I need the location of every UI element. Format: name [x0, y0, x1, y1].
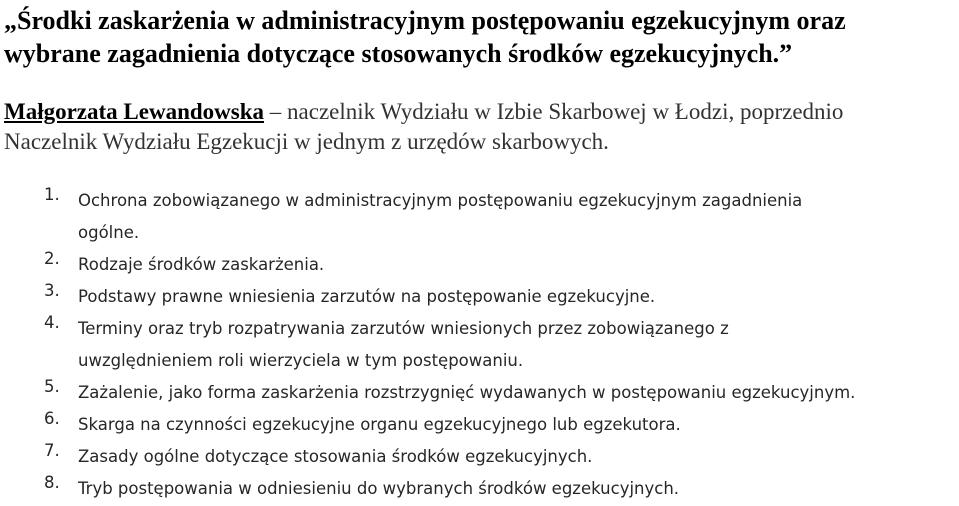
agenda-item-line: ogólne. [78, 223, 140, 242]
agenda-item-number: 1. [44, 185, 60, 204]
title-line-1: „Środki zaskarżenia w administracyjnym postępowaniu egzekucyjnym oraz [4, 6, 846, 35]
agenda-list [0, 185, 959, 505]
agenda-item-line: Podstawy prawne wniesienia zarzutów na postępowanie egzekucyjne. [78, 287, 656, 306]
agenda-item-line: Skarga na czynności egzekucyjne organu egzekucyjnego lub egzekutora. [78, 415, 681, 434]
document-title [4, 4, 959, 70]
agenda-item [0, 473, 959, 505]
agenda-item-number: 8. [44, 473, 60, 492]
title-line-2: wybrane zagadnienia dotyczące stosowanych środków egzekucyjnych.” [4, 39, 793, 68]
agenda-item-text [78, 281, 959, 313]
agenda-item-line: Zasady ogólne dotyczące stosowania środków egzekucyjnych. [78, 447, 593, 466]
agenda-item-text [78, 473, 959, 505]
agenda-item-line: Ochrona zobowiązanego w administracyjnym postępowaniu egzekucyjnym zagadnienia [78, 191, 803, 210]
agenda-item-line: Rodzaje środków zaskarżenia. [78, 255, 325, 274]
author-description-part-1: – naczelnik Wydziału w Izbie Skarbowej w Łodzi, poprzednio [264, 99, 844, 124]
agenda-item [0, 185, 959, 249]
agenda-item-number: 6. [44, 409, 60, 428]
agenda-item-line: Terminy oraz tryb rozpatrywania zarzutów wniesionych przez zobowiązanego z [78, 319, 729, 338]
author-description-part-2: Naczelnik Wydziału Egzekucji w jednym z urzędów skarbowych. [4, 129, 609, 154]
agenda-item-text [78, 249, 959, 281]
author-block [4, 97, 959, 157]
agenda-item-line: uwzględnieniem roli wierzyciela w tym postępowaniu. [78, 351, 524, 370]
agenda-item [0, 313, 959, 377]
agenda-item-text [78, 185, 959, 249]
agenda-item-number: 4. [44, 313, 60, 332]
agenda-item-text [78, 377, 959, 409]
agenda-item-line: Zażalenie, jako forma zaskarżenia rozstrzygnięć wydawanych w postępowaniu egzekucyjnym. [78, 383, 856, 402]
agenda-item-number: 7. [44, 441, 60, 460]
agenda-item-line: Tryb postępowania w odniesieniu do wybranych środków egzekucyjnych. [78, 479, 680, 498]
author-line-1 [4, 97, 959, 127]
agenda-item [0, 281, 959, 313]
agenda-item-number: 2. [44, 249, 60, 268]
agenda-item-number: 5. [44, 377, 60, 396]
agenda-item-number: 3. [44, 281, 60, 300]
agenda-item [0, 409, 959, 441]
agenda-item [0, 441, 959, 473]
agenda-item [0, 249, 959, 281]
author-name: Małgorzata Lewandowska [4, 99, 265, 124]
agenda-item-text [78, 441, 959, 473]
agenda-item-text [78, 313, 959, 377]
agenda-item [0, 377, 959, 409]
agenda-item-text [78, 409, 959, 441]
